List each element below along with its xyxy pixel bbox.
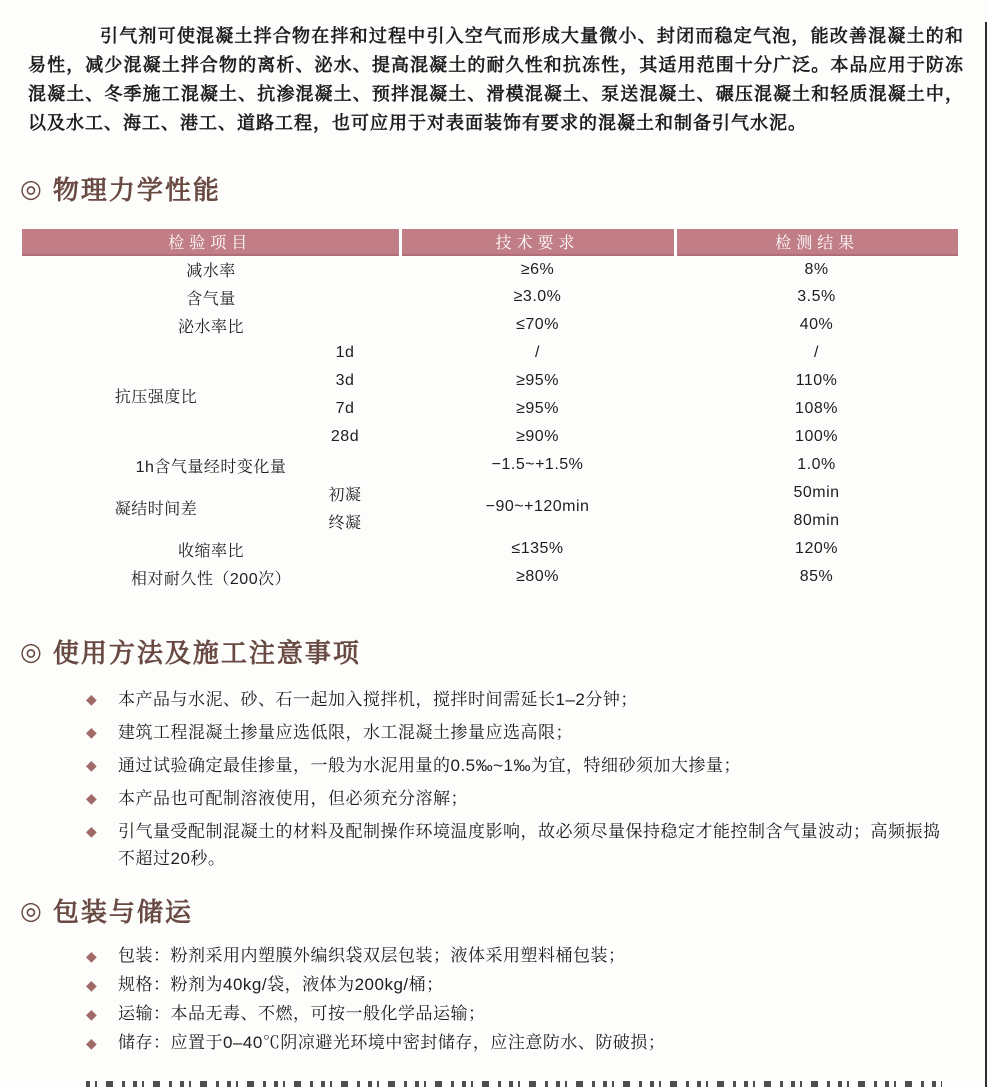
diamond-bullet-icon: ◆ (86, 724, 98, 740)
sub-label-cell: 28d (330, 428, 360, 445)
diamond-bullet-icon: ◆ (86, 1035, 98, 1051)
item-cell: 减水率 (186, 263, 236, 280)
group-label-cell: 凝结时间差 (114, 500, 198, 518)
item-cell: 相对耐久性（200次） (130, 570, 292, 588)
item-cell: 泌水率比 (178, 318, 245, 336)
bullseye-icon: ◎ (20, 175, 44, 203)
requirement-cell: ≥80% (516, 568, 559, 585)
bullseye-icon: ◎ (20, 638, 44, 666)
requirement-cell: −1.5~+1.5% (491, 456, 584, 473)
result-cell: 120% (795, 540, 838, 557)
list-item-text: 包装：粉剂采用内塑膜外编织袋双层包装；液体采用塑料桶包装； (118, 946, 626, 965)
list-item (86, 785, 950, 812)
usage-bullet-list (0, 686, 990, 872)
list-item (86, 818, 950, 872)
table-header-row (22, 229, 958, 255)
sub-label-cell: 初凝 (328, 486, 362, 504)
truncated-text-line (86, 1081, 942, 1087)
list-item-text: 引气量受配制混凝土的材料及配制操作环境温度影响，故必须尽量保持稳定才能控制含气量波动；高频振捣不超过20秒。 (118, 822, 941, 868)
list-item-text: 本产品与水泥、砂、石一起加入搅拌机，搅拌时间需延长1–2分钟； (118, 690, 638, 709)
item-cell: 1h含气量经时变化量 (135, 458, 287, 476)
physical-properties-table (22, 229, 958, 591)
result-cell: 108% (795, 400, 838, 417)
sub-label-cell: 1d (335, 344, 355, 361)
result-cell: 1.0% (797, 456, 836, 473)
table-row-setting-initial (22, 479, 958, 507)
list-item-text: 储存：应置于0–40℃阴凉避光环境中密封储存，应注意防水、防破损； (118, 1033, 666, 1052)
requirement-cell: ≥90% (516, 428, 559, 445)
diamond-bullet-icon: ◆ (86, 790, 98, 806)
diamond-bullet-icon: ◆ (86, 977, 98, 993)
page-scan-edge-line (985, 22, 987, 1087)
result-cell: 40% (799, 316, 834, 333)
requirement-cell: ≥6% (520, 260, 555, 278)
section-heading-physical-properties (20, 170, 990, 207)
list-item (86, 1001, 950, 1027)
item-cell: 收缩率比 (178, 542, 245, 560)
requirement-cell: ≤135% (511, 540, 564, 557)
table-row-shrinkage-ratio (22, 535, 958, 563)
list-item-text: 本产品也可配制溶液使用，但必须充分溶解； (118, 789, 468, 808)
item-cell: 含气量 (186, 290, 236, 308)
list-item-text: 建筑工程混凝土掺量应选低限，水工混凝土掺量应选高限； (118, 723, 573, 742)
result-cell: 80min (793, 512, 840, 529)
column-header-technical-requirement: 技术要求 (400, 229, 675, 255)
diamond-bullet-icon: ◆ (86, 1006, 98, 1022)
requirement-cell: ≥95% (516, 372, 559, 389)
list-item (86, 1030, 950, 1056)
table-row-air-content (22, 283, 958, 311)
table-row-water-reduction (22, 255, 958, 283)
sub-label-cell: 7d (335, 400, 355, 417)
bullseye-icon: ◎ (20, 897, 44, 925)
list-item (86, 972, 950, 998)
list-item-text: 通过试验确定最佳掺量，一般为水泥用量的0.5‰~1‰为宜，特细砂须加大掺量； (118, 756, 742, 775)
list-item (86, 752, 950, 779)
list-item-text: 规格：粉剂为40kg/袋，液体为200kg/桶； (118, 975, 444, 994)
section-heading-packaging-storage (20, 892, 990, 929)
column-header-inspection-item: 检验项目 (22, 229, 400, 255)
intro-paragraph: 引气剂可使混凝土拌合物在拌和过程中引入空气而形成大量微小、封闭而稳定气泡，能改善混凝土的和易性，减少混凝土拌合物的离析、泌水、提高混凝土的耐久性和抗冻性，其适用范围十分广泛。本品应用于防冻混凝土、冬季施工混凝土、抗渗混凝土、预拌混凝土、滑模混凝土、泵送混凝土、碾压混凝土和轻质混凝土中，以及水工、海工、港工、道路工程，也可应用于对表面装饰有要求的混凝土和制备引气水泥。 (28, 26, 964, 133)
result-cell: 3.5% (797, 288, 836, 305)
result-cell: / (814, 344, 819, 361)
result-cell: 50min (793, 484, 840, 501)
requirement-cell: ≤70% (516, 316, 559, 333)
result-cell: 110% (795, 372, 838, 389)
requirement-cell: ≥95% (516, 400, 559, 417)
requirement-cell: −90~+120min (485, 498, 590, 515)
list-item (86, 719, 950, 746)
table-row-air-change-1h (22, 451, 958, 479)
section-title: 包装与储运 (52, 897, 193, 927)
list-item (86, 943, 950, 969)
list-item (86, 686, 950, 713)
diamond-bullet-icon: ◆ (86, 757, 98, 773)
section-title: 使用方法及施工注意事项 (52, 638, 361, 668)
sub-label-cell: 终凝 (328, 514, 362, 532)
result-cell: 100% (795, 428, 838, 445)
requirement-cell: / (535, 344, 540, 361)
table-row-bleeding-ratio (22, 311, 958, 339)
diamond-bullet-icon: ◆ (86, 691, 98, 707)
list-item-text: 运输：本品无毒、不燃，可按一般化学品运输； (118, 1004, 486, 1023)
packaging-bullet-list (0, 943, 990, 1056)
sub-label-cell: 3d (335, 372, 355, 389)
result-cell: 8% (804, 260, 829, 278)
requirement-cell: ≥3.0% (513, 288, 562, 305)
table-row-compressive-1d (22, 339, 958, 367)
result-cell: 85% (799, 568, 834, 585)
table-row-durability (22, 563, 958, 591)
diamond-bullet-icon: ◆ (86, 948, 98, 964)
section-heading-usage-notes (20, 633, 990, 670)
column-header-test-result: 检测结果 (675, 229, 958, 255)
diamond-bullet-icon: ◆ (86, 823, 98, 839)
section-title: 物理力学性能 (52, 175, 221, 205)
group-label-cell: 抗压强度比 (114, 388, 198, 406)
